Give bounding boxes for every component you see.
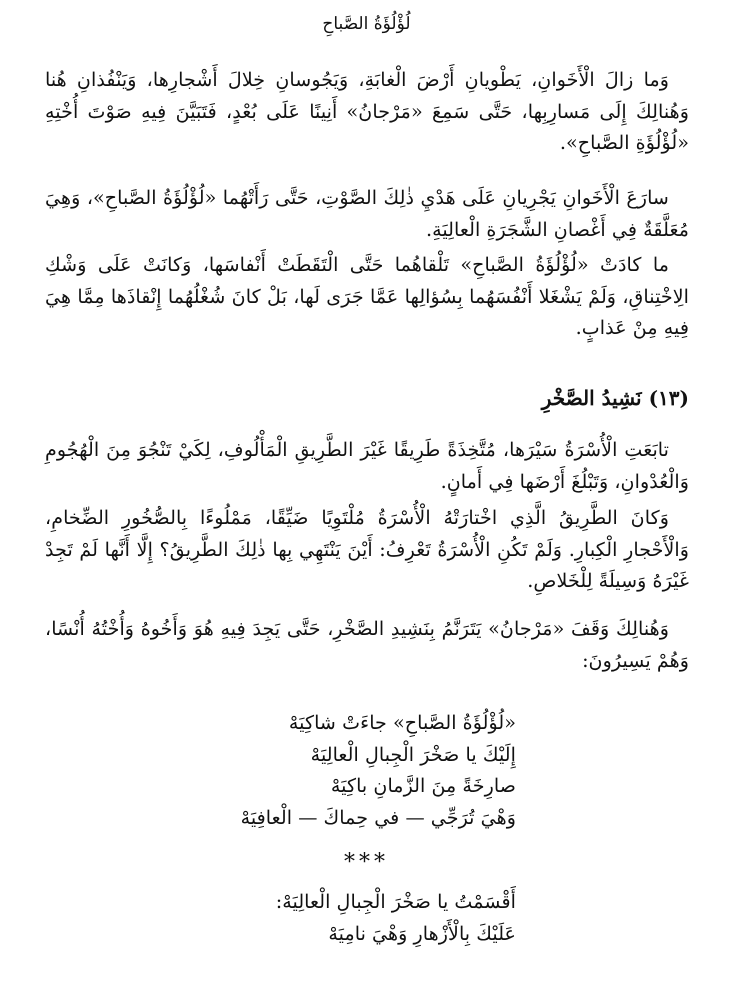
body-text-block — [45, 249, 689, 344]
poem-line: إِلَيْكَ يا صَخْرَ الْجِبالِ الْعالِيَهْ — [310, 742, 516, 766]
stanza-separator: *** — [344, 850, 389, 875]
paragraph: وَهُنالِكَ وَقَفَ «مَرْجانُ» يَتَرَنَّمُ بِنَشِيدِ الصَّخْرِ، حَتَّى يَجِدَ فِيهِ هُوَ وَأَخُوهُ وَأُخْتُهُ أُنْسًا، وَهُمْ يَسِيرُونَ: — [45, 617, 689, 672]
body-text-block — [45, 613, 689, 676]
poem-line: صارِخَةً مِنَ الزَّمانِ باكِيَهْ — [330, 774, 516, 797]
poem-stanza — [276, 886, 516, 949]
paragraph: تابَعَتِ الْأُسْرَةُ سَيْرَها، مُتَّخِذَةً طَرِيقًا غَيْرَ الطَّرِيقِ الْمَأْلُوفِ، لِكَيْ تَنْجُوَ مِنَ الْهُجُومِ وَالْعُدْوانِ، وَتَبْلُغَ أَرْضَها فِي أَمانٍ. — [45, 438, 689, 493]
body-text-block — [45, 64, 689, 159]
poem-line: عَلَيْكَ بِالْأَزْهارِ وَهْيَ نامِيَهْ — [328, 921, 516, 945]
poem-line: «لُؤْلُؤَةُ الصَّباحِ» جاءَتْ شاكِيَهْ — [288, 711, 516, 734]
paragraph: سارَعَ الْأَخَوانِ يَجْرِيانِ عَلَى هَدْيِ ذٰلِكَ الصَّوْتِ، حَتَّى رَأَتْهُما «لُؤْلُؤَةُ الصَّباحِ»، وَهِيَ مُعَلَّقَةٌ فِي أَغْصانِ الشَّجَرَةِ الْعالِيَةِ. — [45, 186, 689, 241]
chapter-heading: (١٣) نَشِيدُ الصَّخْرِ — [541, 386, 689, 410]
paragraph: وَما زالَ الْأَخَوانِ، يَطْويانِ أَرْضَ الْغابَةِ، وَيَجُوسانِ خِلالَ أَشْجارِها، وَيَنْفُذانِ هُنا وَهُنالِكَ إِلَى مَسارِبِها، حَتَّى سَمِعَ «مَرْجانُ» أَنِينًا عَلَى بُعْدٍ، فَتَبَيَّنَ فِيهِ صَوْتَ أُخْتِهِ «لُؤْلُؤَةِ الصَّباحِ». — [45, 68, 689, 154]
paragraph: وَكانَ الطَّرِيقُ الَّذِي اخْتارَتْهُ الْأُسْرَةُ مُلْتَوِيًا ضَيِّقًا، مَمْلُوءًا بِالصُّخُورِ الضِّخامِ، وَالْأَحْجارِ الْكِبارِ. وَلَمْ تَكُنِ الْأُسْرَةُ تَعْرِفُ: أَيْنَ يَنْتَهِي بِها ذٰلِكَ الطَّرِيقُ؟ إِلَّا أَنَّها لَمْ تَجِدْ غَيْرَهُ وَسِيلَةً لِلْخَلاصِ. — [45, 506, 689, 592]
paragraph: ما كادَتْ «لُؤْلُؤَةُ الصَّباحِ» تَلْقاهُما حَتَّى الْتَقَطَتْ أَنْفاسَها، وَكانَتْ عَلَى وَشْكِ الِاخْتِناقِ، وَلَمْ يَشْغَلا أَنْفُسَهُما بِسُؤالِها عَمَّا جَرَى لَها، بَلْ كانَ شُغْلُهُما إِنْقاذَها مِمَّا هِيَ فِيهِ مِنْ عَذابٍ. — [45, 253, 689, 339]
poem-stanza — [241, 707, 516, 833]
running-title: لُؤْلُؤَةُ الصَّباحِ — [322, 14, 411, 34]
body-text-block — [45, 182, 689, 245]
poem-line: أَقْسَمْتُ يا صَخْرَ الْجِبالِ الْعالِيَهْ: — [275, 890, 516, 913]
body-text-block — [45, 434, 689, 497]
body-text-block — [45, 502, 689, 597]
poem-line: وَهْيَ تُرَجِّي — في حِماكَ — الْعافِيَهْ — [240, 805, 516, 829]
